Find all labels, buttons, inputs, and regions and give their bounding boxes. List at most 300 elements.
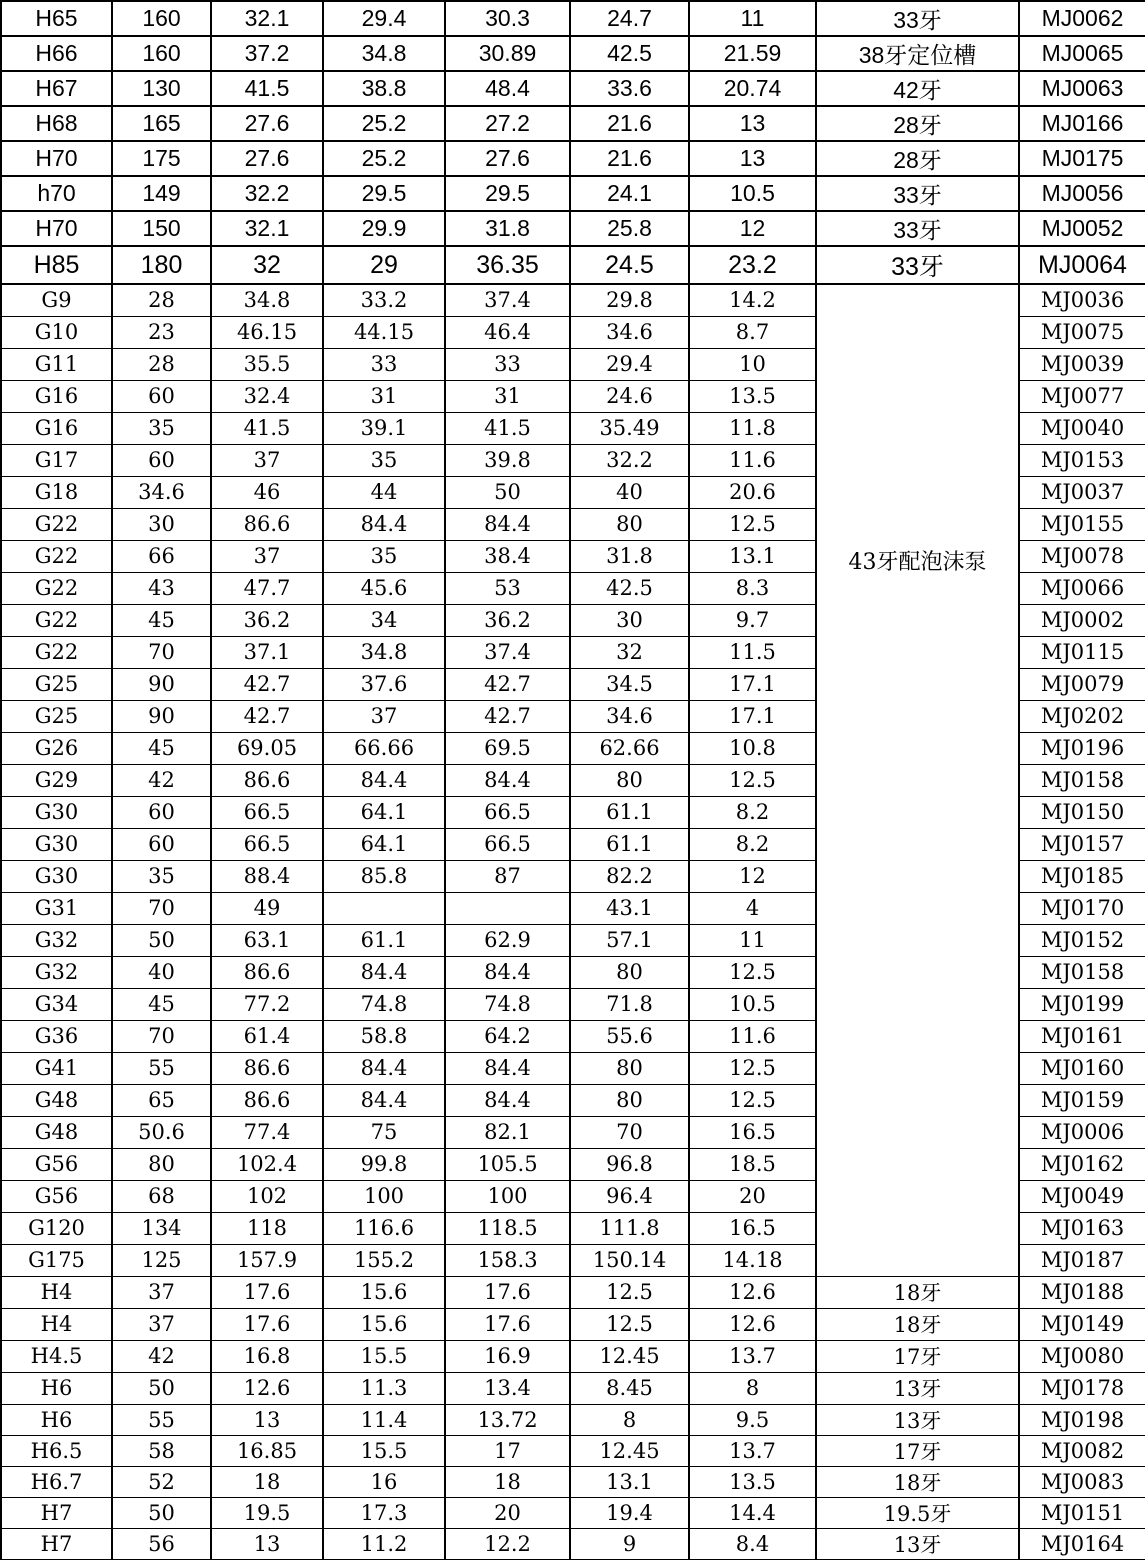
table-row bbox=[1, 211, 1145, 246]
cell-note: 33牙 bbox=[816, 1, 1019, 36]
cell-dim-c: 36.35 bbox=[445, 246, 570, 284]
cell-qty: 180 bbox=[112, 246, 211, 284]
cell-dim-d: 21.6 bbox=[570, 106, 689, 141]
cell-dim-a: 17.6 bbox=[211, 1308, 323, 1340]
cell-dim-c: 84.4 bbox=[445, 764, 570, 796]
cell-dim-d: 96.4 bbox=[570, 1180, 689, 1212]
cell-dim-e: 13 bbox=[689, 141, 816, 176]
cell-dim-b: 61.1 bbox=[323, 924, 445, 956]
cell-dim-c: 87 bbox=[445, 860, 570, 892]
cell-dim-a: 16.8 bbox=[211, 1340, 323, 1372]
cell-code: MJ0178 bbox=[1019, 1372, 1145, 1404]
cell-qty: 70 bbox=[112, 636, 211, 668]
cell-dim-c: 62.9 bbox=[445, 924, 570, 956]
cell-qty: 42 bbox=[112, 764, 211, 796]
cell-dim-b: 31 bbox=[323, 380, 445, 412]
cell-model: G48 bbox=[1, 1116, 112, 1148]
table-row bbox=[1, 1404, 1145, 1435]
cell-dim-c: 53 bbox=[445, 572, 570, 604]
cell-dim-a: 77.4 bbox=[211, 1116, 323, 1148]
cell-dim-c: 30.89 bbox=[445, 36, 570, 71]
cell-code: MJ0196 bbox=[1019, 732, 1145, 764]
cell-qty: 165 bbox=[112, 106, 211, 141]
cell-model: G32 bbox=[1, 956, 112, 988]
cell-dim-b: 17.3 bbox=[323, 1497, 445, 1528]
cell-dim-b: 29 bbox=[323, 246, 445, 284]
cell-note: 28牙 bbox=[816, 141, 1019, 176]
cell-code: MJ0198 bbox=[1019, 1404, 1145, 1435]
cell-dim-d: 71.8 bbox=[570, 988, 689, 1020]
cell-dim-a: 49 bbox=[211, 892, 323, 924]
cell-dim-e: 21.59 bbox=[689, 36, 816, 71]
cell-qty: 50.6 bbox=[112, 1116, 211, 1148]
table-row bbox=[1, 1308, 1145, 1340]
cell-code: MJ0064 bbox=[1019, 246, 1145, 284]
cell-code: MJ0065 bbox=[1019, 36, 1145, 71]
cell-code: MJ0163 bbox=[1019, 1212, 1145, 1244]
cell-dim-e: 18.5 bbox=[689, 1148, 816, 1180]
cell-model: G30 bbox=[1, 828, 112, 860]
cell-model: G17 bbox=[1, 444, 112, 476]
cell-qty: 37 bbox=[112, 1276, 211, 1308]
cell-dim-e: 8.7 bbox=[689, 316, 816, 348]
cell-dim-a: 46.15 bbox=[211, 316, 323, 348]
cell-dim-b: 64.1 bbox=[323, 828, 445, 860]
cell-qty: 160 bbox=[112, 36, 211, 71]
cell-dim-e: 14.18 bbox=[689, 1244, 816, 1276]
cell-dim-c: 27.2 bbox=[445, 106, 570, 141]
cell-dim-c: 33 bbox=[445, 348, 570, 380]
cell-dim-c: 37.4 bbox=[445, 284, 570, 316]
cell-dim-b: 25.2 bbox=[323, 141, 445, 176]
cell-dim-c: 37.4 bbox=[445, 636, 570, 668]
cell-dim-d: 82.2 bbox=[570, 860, 689, 892]
cell-dim-a: 42.7 bbox=[211, 668, 323, 700]
cell-dim-b bbox=[323, 892, 445, 924]
cell-code: MJ0159 bbox=[1019, 1084, 1145, 1116]
cell-dim-d: 80 bbox=[570, 956, 689, 988]
cell-dim-e: 11.8 bbox=[689, 412, 816, 444]
cell-code: MJ0155 bbox=[1019, 508, 1145, 540]
cell-code: MJ0040 bbox=[1019, 412, 1145, 444]
cell-note: 33牙 bbox=[816, 211, 1019, 246]
cell-note: 13牙 bbox=[816, 1528, 1019, 1559]
cell-dim-a: 16.85 bbox=[211, 1435, 323, 1466]
cell-model: H85 bbox=[1, 246, 112, 284]
cell-dim-a: 61.4 bbox=[211, 1020, 323, 1052]
cell-dim-b: 64.1 bbox=[323, 796, 445, 828]
cell-dim-c: 46.4 bbox=[445, 316, 570, 348]
cell-qty: 134 bbox=[112, 1212, 211, 1244]
cell-dim-d: 12.5 bbox=[570, 1308, 689, 1340]
cell-dim-b: 33.2 bbox=[323, 284, 445, 316]
cell-dim-b: 29.4 bbox=[323, 1, 445, 36]
cell-dim-e: 8 bbox=[689, 1372, 816, 1404]
cell-code: MJ0052 bbox=[1019, 211, 1145, 246]
table-row bbox=[1, 36, 1145, 71]
cell-dim-e: 10.5 bbox=[689, 176, 816, 211]
cell-dim-b: 34 bbox=[323, 604, 445, 636]
cell-dim-c: 29.5 bbox=[445, 176, 570, 211]
cell-dim-a: 27.6 bbox=[211, 106, 323, 141]
cell-dim-e: 12 bbox=[689, 860, 816, 892]
cell-dim-a: 88.4 bbox=[211, 860, 323, 892]
cell-dim-b: 74.8 bbox=[323, 988, 445, 1020]
cell-dim-c: 13.4 bbox=[445, 1372, 570, 1404]
cell-dim-d: 57.1 bbox=[570, 924, 689, 956]
cell-dim-b: 16 bbox=[323, 1466, 445, 1497]
cell-code: MJ0077 bbox=[1019, 380, 1145, 412]
cell-dim-b: 75 bbox=[323, 1116, 445, 1148]
cell-note: 18牙 bbox=[816, 1466, 1019, 1497]
cell-code: MJ0082 bbox=[1019, 1435, 1145, 1466]
cell-dim-a: 86.6 bbox=[211, 1084, 323, 1116]
cell-qty: 90 bbox=[112, 668, 211, 700]
cell-code: MJ0150 bbox=[1019, 796, 1145, 828]
table-row bbox=[1, 106, 1145, 141]
cell-model: G22 bbox=[1, 508, 112, 540]
cell-code: MJ0078 bbox=[1019, 540, 1145, 572]
cell-dim-e: 11.6 bbox=[689, 1020, 816, 1052]
cell-dim-e: 12.5 bbox=[689, 764, 816, 796]
cell-dim-c: 42.7 bbox=[445, 668, 570, 700]
cell-dim-d: 80 bbox=[570, 508, 689, 540]
cell-code: MJ0187 bbox=[1019, 1244, 1145, 1276]
cell-model: h70 bbox=[1, 176, 112, 211]
cell-qty: 40 bbox=[112, 956, 211, 988]
cell-note: 28牙 bbox=[816, 106, 1019, 141]
cell-dim-c: 100 bbox=[445, 1180, 570, 1212]
cell-qty: 125 bbox=[112, 1244, 211, 1276]
cell-dim-d: 61.1 bbox=[570, 828, 689, 860]
cell-dim-e: 13.7 bbox=[689, 1340, 816, 1372]
cell-dim-c: 20 bbox=[445, 1497, 570, 1528]
cell-code: MJ0080 bbox=[1019, 1340, 1145, 1372]
cell-qty: 70 bbox=[112, 1020, 211, 1052]
cell-dim-a: 86.6 bbox=[211, 508, 323, 540]
cell-code: MJ0083 bbox=[1019, 1466, 1145, 1497]
cell-dim-c bbox=[445, 892, 570, 924]
cell-model: G175 bbox=[1, 1244, 112, 1276]
cell-code: MJ0062 bbox=[1019, 1, 1145, 36]
cell-dim-b: 85.8 bbox=[323, 860, 445, 892]
cell-dim-d: 80 bbox=[570, 764, 689, 796]
cell-dim-d: 34.5 bbox=[570, 668, 689, 700]
cell-dim-e: 16.5 bbox=[689, 1116, 816, 1148]
cell-dim-d: 12.45 bbox=[570, 1340, 689, 1372]
cell-code: MJ0115 bbox=[1019, 636, 1145, 668]
cell-code: MJ0170 bbox=[1019, 892, 1145, 924]
cell-dim-a: 32.4 bbox=[211, 380, 323, 412]
cell-dim-b: 44.15 bbox=[323, 316, 445, 348]
table-row bbox=[1, 1466, 1145, 1497]
cell-qty: 35 bbox=[112, 412, 211, 444]
cell-model: G56 bbox=[1, 1180, 112, 1212]
cell-dim-e: 12.6 bbox=[689, 1308, 816, 1340]
cell-model: G16 bbox=[1, 412, 112, 444]
cell-dim-e: 10.8 bbox=[689, 732, 816, 764]
cell-model: H6.5 bbox=[1, 1435, 112, 1466]
cell-dim-d: 12.5 bbox=[570, 1276, 689, 1308]
cell-note: 19.5牙 bbox=[816, 1497, 1019, 1528]
cell-dim-d: 19.4 bbox=[570, 1497, 689, 1528]
cell-dim-d: 31.8 bbox=[570, 540, 689, 572]
cell-dim-a: 37 bbox=[211, 444, 323, 476]
cell-dim-c: 69.5 bbox=[445, 732, 570, 764]
cell-dim-a: 12.6 bbox=[211, 1372, 323, 1404]
cell-dim-c: 16.9 bbox=[445, 1340, 570, 1372]
cell-dim-e: 13.5 bbox=[689, 1466, 816, 1497]
cell-dim-b: 11.3 bbox=[323, 1372, 445, 1404]
cell-qty: 66 bbox=[112, 540, 211, 572]
cell-note: 42牙 bbox=[816, 71, 1019, 106]
cell-dim-e: 13.7 bbox=[689, 1435, 816, 1466]
cell-dim-b: 29.9 bbox=[323, 211, 445, 246]
cell-dim-b: 11.2 bbox=[323, 1528, 445, 1559]
cell-code: MJ0188 bbox=[1019, 1276, 1145, 1308]
cell-code: MJ0037 bbox=[1019, 476, 1145, 508]
cell-dim-d: 12.45 bbox=[570, 1435, 689, 1466]
cell-model: G26 bbox=[1, 732, 112, 764]
cell-note: 13牙 bbox=[816, 1372, 1019, 1404]
cell-qty: 28 bbox=[112, 284, 211, 316]
cell-dim-c: 31.8 bbox=[445, 211, 570, 246]
cell-dim-b: 35 bbox=[323, 540, 445, 572]
cell-dim-a: 36.2 bbox=[211, 604, 323, 636]
cell-qty: 175 bbox=[112, 141, 211, 176]
cell-dim-d: 13.1 bbox=[570, 1466, 689, 1497]
cell-dim-d: 80 bbox=[570, 1052, 689, 1084]
table-row bbox=[1, 1372, 1145, 1404]
cell-dim-b: 84.4 bbox=[323, 1052, 445, 1084]
table-row bbox=[1, 246, 1145, 284]
cell-dim-c: 118.5 bbox=[445, 1212, 570, 1244]
cell-dim-a: 86.6 bbox=[211, 764, 323, 796]
cell-qty: 150 bbox=[112, 211, 211, 246]
cell-model: G30 bbox=[1, 796, 112, 828]
cell-qty: 68 bbox=[112, 1180, 211, 1212]
cell-dim-d: 30 bbox=[570, 604, 689, 636]
cell-dim-b: 84.4 bbox=[323, 956, 445, 988]
cell-dim-e: 20.6 bbox=[689, 476, 816, 508]
cell-dim-c: 50 bbox=[445, 476, 570, 508]
cell-dim-a: 34.8 bbox=[211, 284, 323, 316]
cell-dim-b: 11.4 bbox=[323, 1404, 445, 1435]
cell-model: G9 bbox=[1, 284, 112, 316]
cell-dim-d: 24.1 bbox=[570, 176, 689, 211]
cell-dim-e: 12.5 bbox=[689, 508, 816, 540]
table-row bbox=[1, 284, 1145, 316]
cell-dim-c: 66.5 bbox=[445, 796, 570, 828]
cell-dim-e: 23.2 bbox=[689, 246, 816, 284]
cell-note: 17牙 bbox=[816, 1435, 1019, 1466]
cell-dim-a: 102.4 bbox=[211, 1148, 323, 1180]
cell-dim-a: 17.6 bbox=[211, 1276, 323, 1308]
cell-dim-e: 9.5 bbox=[689, 1404, 816, 1435]
cell-qty: 37 bbox=[112, 1308, 211, 1340]
cell-dim-d: 42.5 bbox=[570, 572, 689, 604]
cell-dim-a: 118 bbox=[211, 1212, 323, 1244]
cell-dim-a: 86.6 bbox=[211, 1052, 323, 1084]
cell-code: MJ0162 bbox=[1019, 1148, 1145, 1180]
cell-dim-d: 80 bbox=[570, 1084, 689, 1116]
cell-dim-b: 58.8 bbox=[323, 1020, 445, 1052]
cell-dim-d: 8 bbox=[570, 1404, 689, 1435]
cell-code: MJ0039 bbox=[1019, 348, 1145, 380]
cell-dim-e: 17.1 bbox=[689, 668, 816, 700]
cell-code: MJ0066 bbox=[1019, 572, 1145, 604]
cell-dim-a: 86.6 bbox=[211, 956, 323, 988]
cell-model: H4.5 bbox=[1, 1340, 112, 1372]
cell-note: 17牙 bbox=[816, 1340, 1019, 1372]
cell-dim-d: 21.6 bbox=[570, 141, 689, 176]
cell-dim-a: 66.5 bbox=[211, 796, 323, 828]
cell-dim-e: 14.2 bbox=[689, 284, 816, 316]
cell-model: G22 bbox=[1, 604, 112, 636]
cell-dim-c: 17 bbox=[445, 1435, 570, 1466]
merged-note: 43牙配泡沫泵 bbox=[848, 549, 987, 575]
cell-dim-e: 4 bbox=[689, 892, 816, 924]
cell-note bbox=[816, 284, 1019, 1276]
cell-model: G25 bbox=[1, 700, 112, 732]
cell-dim-e: 12.5 bbox=[689, 1084, 816, 1116]
cell-model: G18 bbox=[1, 476, 112, 508]
cell-model: G22 bbox=[1, 540, 112, 572]
cell-dim-e: 12.6 bbox=[689, 1276, 816, 1308]
table-row bbox=[1, 176, 1145, 211]
cell-note: 13牙 bbox=[816, 1404, 1019, 1435]
table-row bbox=[1, 1340, 1145, 1372]
cell-model: G30 bbox=[1, 860, 112, 892]
cell-code: MJ0158 bbox=[1019, 764, 1145, 796]
cell-dim-a: 18 bbox=[211, 1466, 323, 1497]
cell-dim-c: 84.4 bbox=[445, 1084, 570, 1116]
cell-note: 33牙 bbox=[816, 176, 1019, 211]
cell-dim-c: 41.5 bbox=[445, 412, 570, 444]
cell-dim-c: 84.4 bbox=[445, 956, 570, 988]
table-row bbox=[1, 141, 1145, 176]
cell-code: MJ0002 bbox=[1019, 604, 1145, 636]
cell-qty: 56 bbox=[112, 1528, 211, 1559]
cell-model: H4 bbox=[1, 1276, 112, 1308]
cell-dim-a: 41.5 bbox=[211, 71, 323, 106]
cell-dim-b: 34.8 bbox=[323, 36, 445, 71]
cell-dim-a: 37.1 bbox=[211, 636, 323, 668]
cell-note: 33牙 bbox=[816, 246, 1019, 284]
cell-dim-d: 43.1 bbox=[570, 892, 689, 924]
cell-dim-e: 8.2 bbox=[689, 796, 816, 828]
cell-code: MJ0153 bbox=[1019, 444, 1145, 476]
cell-model: G16 bbox=[1, 380, 112, 412]
cell-dim-b: 84.4 bbox=[323, 508, 445, 540]
cell-dim-e: 11 bbox=[689, 1, 816, 36]
cell-code: MJ0158 bbox=[1019, 956, 1145, 988]
cell-dim-e: 12.5 bbox=[689, 956, 816, 988]
cell-model: H65 bbox=[1, 1, 112, 36]
cell-dim-d: 40 bbox=[570, 476, 689, 508]
cell-dim-d: 111.8 bbox=[570, 1212, 689, 1244]
cell-qty: 60 bbox=[112, 828, 211, 860]
cell-qty: 55 bbox=[112, 1404, 211, 1435]
cell-dim-a: 77.2 bbox=[211, 988, 323, 1020]
cell-dim-d: 96.8 bbox=[570, 1148, 689, 1180]
cell-dim-c: 17.6 bbox=[445, 1276, 570, 1308]
cell-model: G32 bbox=[1, 924, 112, 956]
cell-model: H6.7 bbox=[1, 1466, 112, 1497]
cell-dim-c: 31 bbox=[445, 380, 570, 412]
cell-dim-e: 8.3 bbox=[689, 572, 816, 604]
cell-dim-c: 42.7 bbox=[445, 700, 570, 732]
cell-dim-b: 15.6 bbox=[323, 1276, 445, 1308]
cell-dim-b: 35 bbox=[323, 444, 445, 476]
cell-model: G31 bbox=[1, 892, 112, 924]
cell-dim-a: 32.2 bbox=[211, 176, 323, 211]
cell-model: G36 bbox=[1, 1020, 112, 1052]
cell-dim-b: 155.2 bbox=[323, 1244, 445, 1276]
cell-dim-d: 35.49 bbox=[570, 412, 689, 444]
cell-code: MJ0036 bbox=[1019, 284, 1145, 316]
cell-model: G29 bbox=[1, 764, 112, 796]
cell-dim-b: 34.8 bbox=[323, 636, 445, 668]
cell-dim-d: 24.7 bbox=[570, 1, 689, 36]
cell-dim-a: 63.1 bbox=[211, 924, 323, 956]
cell-qty: 30 bbox=[112, 508, 211, 540]
cell-dim-d: 32.2 bbox=[570, 444, 689, 476]
cell-dim-a: 66.5 bbox=[211, 828, 323, 860]
cell-dim-b: 100 bbox=[323, 1180, 445, 1212]
cell-note: 38牙定位槽 bbox=[816, 36, 1019, 71]
cell-qty: 58 bbox=[112, 1435, 211, 1466]
cell-qty: 45 bbox=[112, 732, 211, 764]
cell-model: H6 bbox=[1, 1372, 112, 1404]
table-row bbox=[1, 1276, 1145, 1308]
cell-qty: 43 bbox=[112, 572, 211, 604]
cell-code: MJ0079 bbox=[1019, 668, 1145, 700]
cell-code: MJ0166 bbox=[1019, 106, 1145, 141]
cell-dim-c: 84.4 bbox=[445, 1052, 570, 1084]
cell-dim-c: 18 bbox=[445, 1466, 570, 1497]
cell-dim-e: 13.1 bbox=[689, 540, 816, 572]
cell-dim-c: 38.4 bbox=[445, 540, 570, 572]
cell-note: 18牙 bbox=[816, 1308, 1019, 1340]
table-row bbox=[1, 71, 1145, 106]
cell-dim-d: 62.66 bbox=[570, 732, 689, 764]
cell-model: H68 bbox=[1, 106, 112, 141]
cell-qty: 80 bbox=[112, 1148, 211, 1180]
cell-dim-b: 39.1 bbox=[323, 412, 445, 444]
cell-qty: 60 bbox=[112, 444, 211, 476]
cell-dim-a: 42.7 bbox=[211, 700, 323, 732]
cell-dim-a: 13 bbox=[211, 1404, 323, 1435]
cell-qty: 45 bbox=[112, 988, 211, 1020]
spec-table-body bbox=[1, 1, 1145, 1559]
cell-dim-d: 150.14 bbox=[570, 1244, 689, 1276]
cell-code: MJ0006 bbox=[1019, 1116, 1145, 1148]
cell-dim-a: 37 bbox=[211, 540, 323, 572]
cell-qty: 42 bbox=[112, 1340, 211, 1372]
cell-qty: 70 bbox=[112, 892, 211, 924]
cell-model: H7 bbox=[1, 1528, 112, 1559]
cell-code: MJ0160 bbox=[1019, 1052, 1145, 1084]
cell-dim-c: 48.4 bbox=[445, 71, 570, 106]
cell-dim-e: 11.6 bbox=[689, 444, 816, 476]
cell-code: MJ0075 bbox=[1019, 316, 1145, 348]
cell-dim-b: 33 bbox=[323, 348, 445, 380]
cell-dim-c: 13.72 bbox=[445, 1404, 570, 1435]
cell-dim-e: 16.5 bbox=[689, 1212, 816, 1244]
cell-qty: 65 bbox=[112, 1084, 211, 1116]
cell-model: G120 bbox=[1, 1212, 112, 1244]
